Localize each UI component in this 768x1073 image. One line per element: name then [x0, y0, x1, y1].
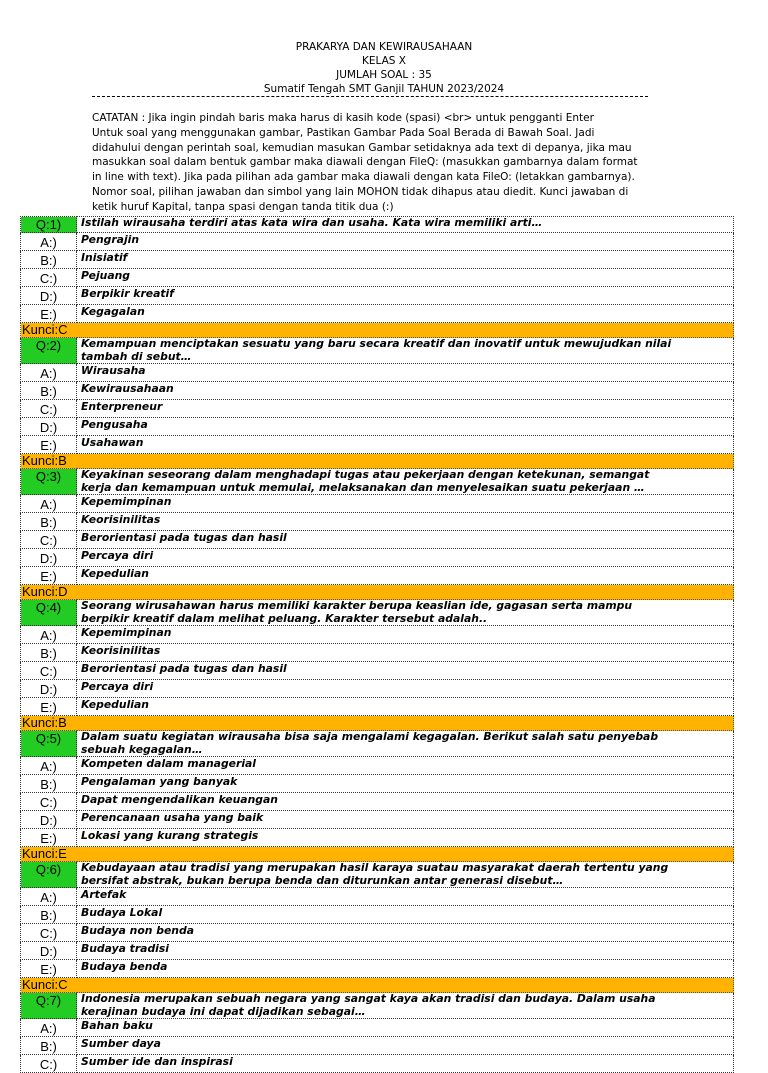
question-text — [77, 600, 734, 626]
question-text — [77, 469, 734, 495]
option-label: E:) — [21, 960, 77, 978]
question-text-line: sebuah kegagalan… — [81, 742, 203, 756]
option-row — [21, 793, 734, 811]
option-text: Artefak — [77, 888, 734, 906]
question-row — [21, 600, 734, 626]
option-row — [21, 924, 734, 942]
answer-key-row — [21, 323, 734, 338]
option-text: Kepemimpinan — [77, 495, 734, 513]
option-label: E:) — [21, 567, 77, 585]
option-row — [21, 811, 734, 829]
option-text: Percaya diri — [77, 680, 734, 698]
option-row — [21, 775, 734, 793]
option-label: D:) — [21, 418, 77, 436]
option-text: Kegagalan — [77, 305, 734, 323]
option-label: A:) — [21, 757, 77, 775]
question-number: Q:7) — [21, 993, 77, 1019]
option-text: Sumber daya — [77, 1037, 734, 1055]
option-row — [21, 942, 734, 960]
option-row — [21, 698, 734, 716]
option-row — [21, 418, 734, 436]
question-text-line: Kemampuan menciptakan sesuatu yang baru secara kreatif dan inovatif untuk mewujudkan nilai — [81, 337, 672, 350]
option-row — [21, 287, 734, 305]
option-row — [21, 400, 734, 418]
answer-key: Kunci:E — [21, 847, 734, 862]
question-text — [77, 217, 734, 233]
question-row — [21, 217, 734, 233]
option-row — [21, 644, 734, 662]
question-text-line: Keyakinan seseorang dalam menghadapi tugas atau pekerjaan dengan ketekunan, semangat — [81, 468, 650, 481]
question-table — [20, 216, 734, 1073]
option-text: Perencanaan usaha yang baik — [77, 811, 734, 829]
question-row — [21, 338, 734, 364]
option-text: Berorientasi pada tugas dan hasil — [77, 662, 734, 680]
answer-key-row — [21, 585, 734, 600]
option-label: A:) — [21, 495, 77, 513]
exam-title: Sumatif Tengah SMT Ganjil TAHUN 2023/2024 — [263, 83, 505, 95]
question-text — [77, 993, 734, 1019]
option-label: B:) — [21, 382, 77, 400]
option-row — [21, 364, 734, 382]
option-text: Budaya benda — [77, 960, 734, 978]
option-row — [21, 382, 734, 400]
question-text-line: Indonesia merupakan sebuah negara yang sangat kaya akan tradisi dan budaya. Dalam usaha — [81, 992, 656, 1005]
question-text-line: berpikir kreatif dalam melihat peluang. Karakter tersebut adalah.. — [81, 611, 488, 625]
option-text: Wirausaha — [77, 364, 734, 382]
option-label: A:) — [21, 888, 77, 906]
option-text: Keorisinilitas — [77, 513, 734, 531]
question-number: Q:5) — [21, 731, 77, 757]
option-row — [21, 888, 734, 906]
option-text: Pengrajin — [77, 233, 734, 251]
option-label: D:) — [21, 549, 77, 567]
option-label: E:) — [21, 305, 77, 323]
option-label: E:) — [21, 698, 77, 716]
answer-key: Kunci:C — [21, 978, 734, 993]
note-line: CATATAN : Jika ingin pindah baris maka harus di kasih kode (spasi) <br> untuk pengganti Enter — [92, 112, 594, 124]
option-text: Inisiatif — [77, 251, 734, 269]
option-text: Pengusaha — [77, 418, 734, 436]
option-row — [21, 757, 734, 775]
option-row — [21, 269, 734, 287]
option-row — [21, 513, 734, 531]
option-label: B:) — [21, 513, 77, 531]
question-row — [21, 731, 734, 757]
option-label: B:) — [21, 644, 77, 662]
option-row — [21, 626, 734, 644]
option-label: D:) — [21, 680, 77, 698]
answer-key: Kunci:D — [21, 585, 734, 600]
answer-key-row — [21, 978, 734, 993]
answer-key-row — [21, 716, 734, 731]
answer-key: Kunci:C — [21, 323, 734, 338]
question-number: Q:1) — [21, 217, 77, 233]
option-text: Usahawan — [77, 436, 734, 454]
option-row — [21, 1019, 734, 1037]
question-text-line: bersifat abstrak, bukan berupa benda dan diturunkan antar generasi disebut… — [81, 873, 564, 887]
subject-title: PRAKARYA DAN KEWIRAUSAHAAN — [295, 41, 473, 53]
question-text-line: Seorang wirusahawan harus memiliki karakter berupa keaslian ide, gagasan serta mampu — [81, 599, 633, 612]
question-count: JUMLAH SOAL : 35 — [336, 69, 432, 81]
option-row — [21, 305, 734, 323]
option-label: C:) — [21, 924, 77, 942]
option-text: Dapat mengendalikan keuangan — [77, 793, 734, 811]
option-text: Keorisinilitas — [77, 644, 734, 662]
option-label: B:) — [21, 1037, 77, 1055]
question-text-line: kerja dan kemampuan untuk memulai, melaksanakan dan menyelesaikan suatu pekerjaan … — [81, 480, 645, 494]
option-row — [21, 436, 734, 454]
option-label: D:) — [21, 811, 77, 829]
question-text — [77, 731, 734, 757]
option-label: A:) — [21, 364, 77, 382]
note-line: in line with text). Jika pada pilihan ada gambar maka diawali dengan kata FileO: (letakkan gambarnya). — [92, 171, 635, 184]
instructions-note — [92, 111, 672, 215]
question-text-line: kerajinan budaya ini dapat dijadikan sebagai… — [81, 1004, 366, 1018]
option-row — [21, 960, 734, 978]
option-label: C:) — [21, 531, 77, 549]
question-text-line: tambah di sebut… — [81, 349, 192, 363]
option-text: Berorientasi pada tugas dan hasil — [77, 531, 734, 549]
option-text: Bahan baku — [77, 1019, 734, 1037]
option-label: D:) — [21, 942, 77, 960]
option-row — [21, 549, 734, 567]
question-number: Q:2) — [21, 338, 77, 364]
question-text — [77, 338, 734, 364]
note-line: masukkan soal dalam bentuk gambar maka diawali dengan FileQ: (masukkan gambarnya dalam format — [92, 156, 638, 169]
option-label: C:) — [21, 1055, 77, 1073]
option-label: B:) — [21, 775, 77, 793]
option-row — [21, 906, 734, 924]
option-label: D:) — [21, 287, 77, 305]
answer-key: Kunci:B — [21, 716, 734, 731]
option-text: Budaya Lokal — [77, 906, 734, 924]
option-text: Budaya tradisi — [77, 942, 734, 960]
option-text: Kepemimpinan — [77, 626, 734, 644]
question-text-line: Kebudayaan atau tradisi yang merupakan hasil karaya suatau masyarakat daerah tertentu yang — [81, 861, 669, 874]
option-label: A:) — [21, 626, 77, 644]
option-row — [21, 251, 734, 269]
note-line: Nomor soal, pilihan jawaban dan simbol yang lain MOHON tidak dihapus atau diedit. Kunci jawaban di — [92, 185, 629, 198]
option-label: E:) — [21, 829, 77, 847]
option-row — [21, 567, 734, 585]
option-label: C:) — [21, 793, 77, 811]
option-text: Pejuang — [77, 269, 734, 287]
note-line: Untuk soal yang menggunakan gambar, Pastikan Gambar Pada Soal Berada di Bawah Soal. Jadi — [92, 126, 595, 139]
question-number: Q:3) — [21, 469, 77, 495]
answer-key: Kunci:B — [21, 454, 734, 469]
option-label: B:) — [21, 251, 77, 269]
option-text: Berpikir kreatif — [77, 287, 734, 305]
option-label: C:) — [21, 400, 77, 418]
option-label: A:) — [21, 1019, 77, 1037]
option-row — [21, 531, 734, 549]
option-label: C:) — [21, 662, 77, 680]
option-text: Sumber ide dan inspirasi — [77, 1055, 734, 1073]
question-text-line: Istilah wirausaha terdiri atas kata wira dan usaha. Kata wira memiliki arti… — [81, 216, 543, 229]
note-line: ketik huruf Kapital, tanpa spasi dengan tanda titik dua (:) — [92, 200, 394, 213]
option-row — [21, 662, 734, 680]
option-row — [21, 495, 734, 513]
option-row — [21, 233, 734, 251]
answer-key-row — [21, 454, 734, 469]
option-label: B:) — [21, 906, 77, 924]
option-row — [21, 1037, 734, 1055]
question-row — [21, 862, 734, 888]
option-row — [21, 1055, 734, 1073]
document-header — [0, 40, 768, 96]
option-row — [21, 829, 734, 847]
option-row — [21, 680, 734, 698]
question-text — [77, 862, 734, 888]
question-row — [21, 469, 734, 495]
option-text: Lokasi yang kurang strategis — [77, 829, 734, 847]
question-text-line: Dalam suatu kegiatan wirausaha bisa saja mengalami kegagalan. Berikut salah satu penyebab — [81, 730, 659, 743]
class-label: KELAS X — [362, 55, 406, 67]
header-divider — [92, 96, 648, 97]
option-text: Kepedulian — [77, 567, 734, 585]
option-text: Kepedulian — [77, 698, 734, 716]
answer-key-row — [21, 847, 734, 862]
option-text: Percaya diri — [77, 549, 734, 567]
option-text: Budaya non benda — [77, 924, 734, 942]
question-number: Q:6) — [21, 862, 77, 888]
question-row — [21, 993, 734, 1019]
option-text: Pengalaman yang banyak — [77, 775, 734, 793]
question-number: Q:4) — [21, 600, 77, 626]
option-label: E:) — [21, 436, 77, 454]
option-text: Enterpreneur — [77, 400, 734, 418]
note-line: didahului dengan perintah soal, kemudian masukan Gambar setidaknya ada text di depanya, jika mau — [92, 141, 632, 154]
option-label: C:) — [21, 269, 77, 287]
option-text: Kewirausahaan — [77, 382, 734, 400]
option-label: A:) — [21, 233, 77, 251]
option-text: Kompeten dalam managerial — [77, 757, 734, 775]
